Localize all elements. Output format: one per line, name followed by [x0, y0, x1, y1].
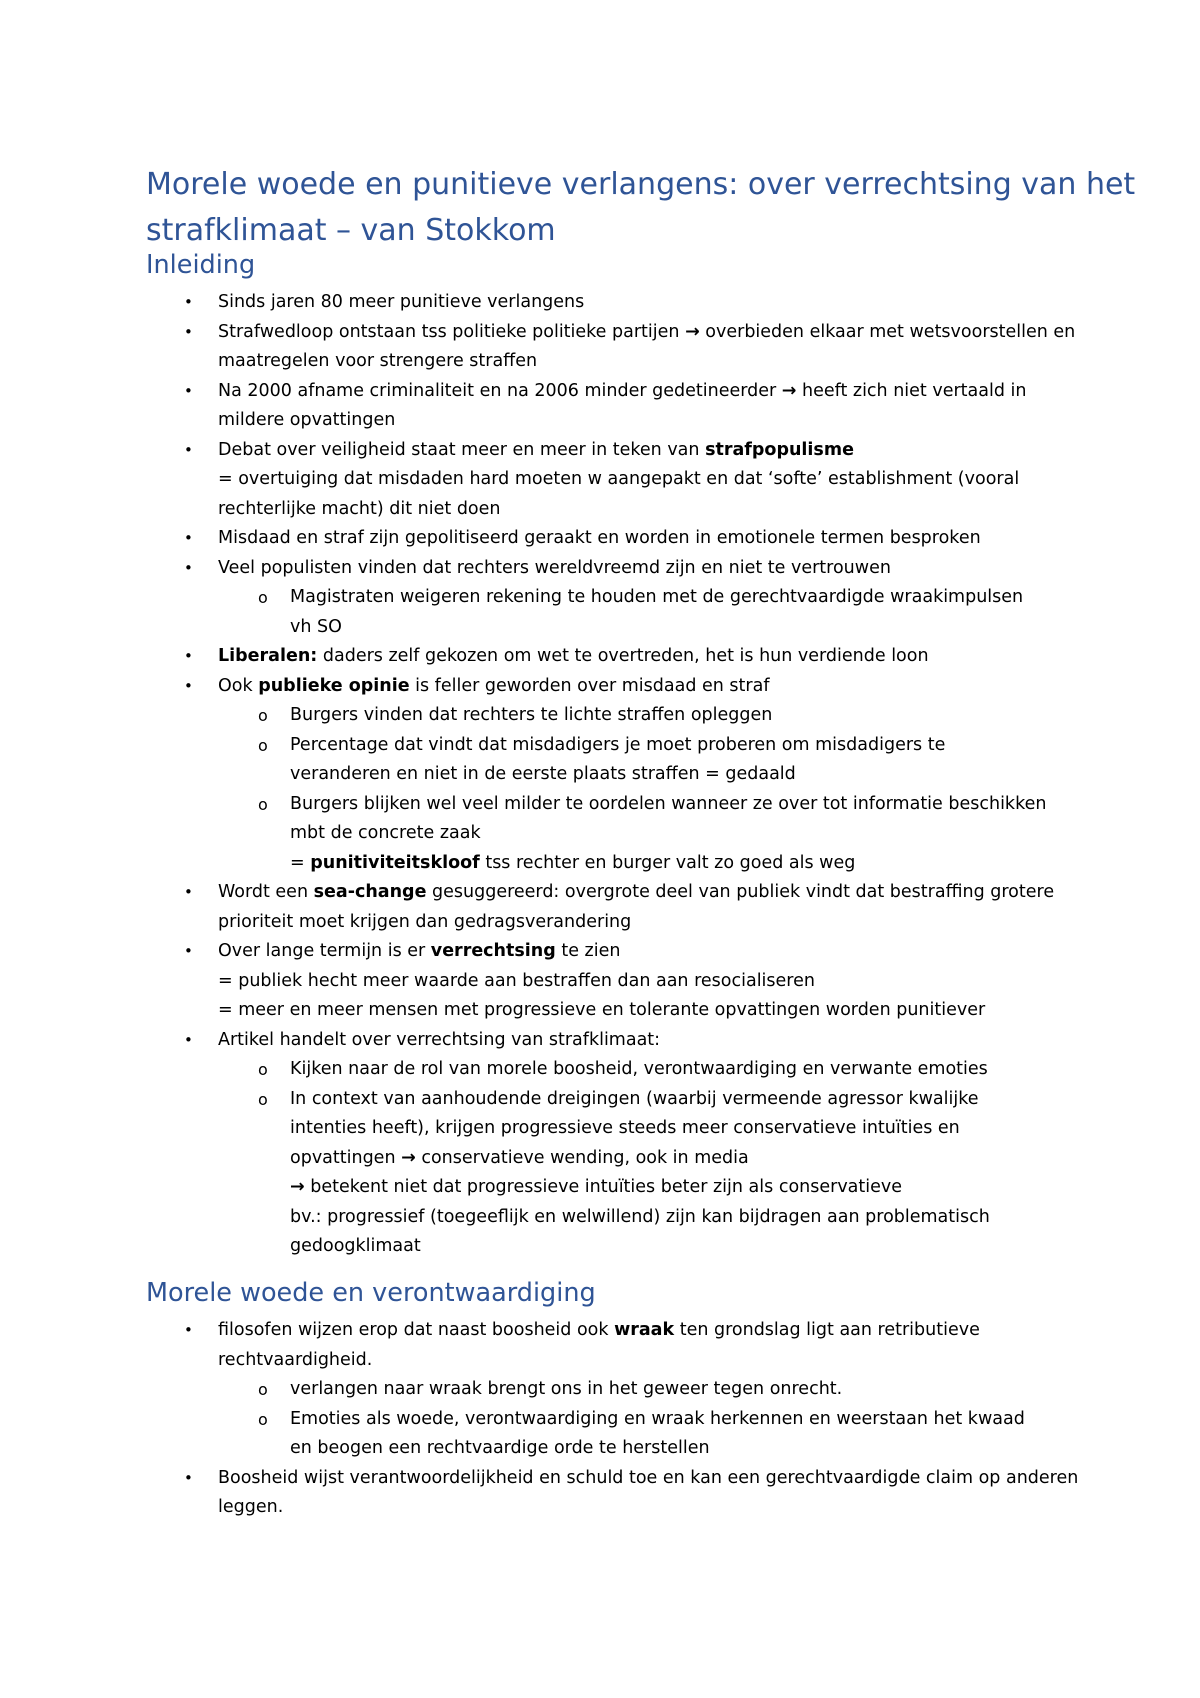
- sub-list-item: o Percentage dat vindt dat misdadigers je moet proberen om misdadigers te veranderen en niet in de eerste plaats straffen = gedaald: [0, 731, 1200, 790]
- list-item: • Debat over veiligheid staat meer en meer in teken van strafpopulisme = overtuiging dat misdaden hard moeten w aangepakt en dat ‘softe’ establishment (vooral rechterlijke macht) dit niet doen: [0, 436, 1200, 525]
- bullet-icon: •: [184, 293, 193, 311]
- list-item: • Liberalen: daders zelf gekozen om wet te overtreden, het is hun verdiende loon: [0, 642, 1200, 672]
- bullet-icon: •: [184, 1030, 193, 1049]
- list-item: • Over lange termijn is er verrechtsing te zien = publiek hecht meer waarde aan bestraffen dan aan resocialiseren = meer en meer mensen met progressieve en tolerante opvattingen worden punitiever: [0, 937, 1200, 1026]
- list-item: • Boosheid wijst verantwoordelijkheid en schuld toe en kan een gerechtvaardigde claim op anderen leggen.: [0, 1464, 1200, 1523]
- sub-bullet-icon: o: [258, 588, 268, 607]
- sub-list-item: o Burgers blijken wel veel milder te oordelen wanneer ze over tot informatie beschikken mbt de concrete zaak = punitiviteitskloof tss rechter en burger valt zo goed als weg: [0, 790, 1200, 879]
- bullet-icon: •: [184, 676, 193, 695]
- sub-list-item: o Emoties als woede, verontwaardiging en wraak herkennen en weerstaan het kwaad en beogen een rechtvaardige orde te herstellen: [0, 1405, 1200, 1464]
- sub-bullet-icon: o: [258, 1380, 268, 1399]
- morele-woede-list: [0, 1316, 1200, 1523]
- arrow-right-icon: →: [781, 380, 797, 401]
- bullet-icon: •: [184, 942, 193, 960]
- list-item: • Na 2000 afname criminaliteit en na 2006 minder gedetineerder → heeft zich niet vertaald in mildere opvattingen: [0, 377, 1200, 436]
- section-heading-inleiding: Inleiding: [146, 250, 256, 280]
- arrow-right-icon: →: [685, 321, 700, 342]
- list-item: • Artikel handelt over verrechtsing van strafklimaat:: [0, 1026, 1200, 1056]
- list-item: • Veel populisten vinden dat rechters wereldvreemd zijn en niet te vertrouwen: [0, 554, 1200, 584]
- sub-bullet-icon: o: [258, 1060, 268, 1079]
- inleiding-list: [0, 288, 1200, 1262]
- sub-bullet-icon: o: [258, 1409, 268, 1429]
- page-title: Morele woede en punitieve verlangens: over verrechtsing van het strafklimaat – van Stokkom: [146, 167, 1136, 248]
- list-item: • filosofen wijzen erop dat naast boosheid ook wraak ten grondslag ligt aan retributieve rechtvaardigheid.: [0, 1316, 1200, 1375]
- bullet-icon: •: [184, 440, 193, 459]
- sub-list-item: o Kijken naar de rol van morele boosheid, verontwaardiging en verwante emoties: [0, 1055, 1200, 1085]
- sub-list-item: o Burgers vinden dat rechters te lichte straffen opleggen: [0, 701, 1200, 731]
- list-item: • Misdaad en straf zijn gepolitiseerd geraakt en worden in emotionele termen besproken: [0, 524, 1200, 554]
- sub-bullet-icon: o: [258, 735, 268, 755]
- list-item: • Ook publieke opinie is feller geworden over misdaad en straf: [0, 672, 1200, 702]
- sub-list-item: o verlangen naar wraak brengt ons in het geweer tegen onrecht.: [0, 1375, 1200, 1405]
- arrow-right-icon: →: [290, 1177, 305, 1197]
- list-item: • Sinds jaren 80 meer punitieve verlangens: [0, 288, 1200, 318]
- arrow-right-icon: →: [401, 1147, 416, 1168]
- sub-list-item: o Magistraten weigeren rekening te houden met de gerechtvaardigde wraakimpulsen vh SO: [0, 583, 1200, 642]
- bullet-icon: •: [184, 529, 193, 547]
- section-heading-morele-woede: Morele woede en verontwaardiging: [146, 1278, 596, 1308]
- bullet-icon: •: [184, 883, 193, 901]
- bullet-icon: •: [184, 322, 193, 341]
- sub-bullet-icon: o: [258, 1089, 268, 1109]
- sub-bullet-icon: o: [258, 794, 268, 814]
- sub-bullet-icon: o: [258, 706, 268, 725]
- bullet-icon: •: [184, 558, 193, 577]
- bullet-icon: •: [184, 1468, 193, 1487]
- list-item: • Wordt een sea-change gesuggereerd: overgrote deel van publiek vindt dat bestraffing grotere prioriteit moet krijgen dan gedragsverandering: [0, 878, 1200, 937]
- bullet-icon: •: [184, 381, 193, 400]
- list-item: • Strafwedloop ontstaan tss politieke politieke partijen → overbieden elkaar met wetsvoorstellen en maatregelen voor strengere straffen: [0, 318, 1200, 377]
- bullet-icon: •: [184, 1321, 193, 1339]
- bullet-icon: •: [184, 647, 193, 665]
- sub-list-item: o In context van aanhoudende dreigingen (waarbij vermeende agressor kwalijke intenties heeft), krijgen progressieve steeds meer conservatieve intuïties en opvattingen → conservatieve wending, ook in media → betekent niet dat progressieve intuïties beter zijn als conservatieve bv.: progressief (toegeeflijk en welwillend) zijn kan bijdragen aan problematisch gedoogklimaat: [0, 1085, 1200, 1262]
